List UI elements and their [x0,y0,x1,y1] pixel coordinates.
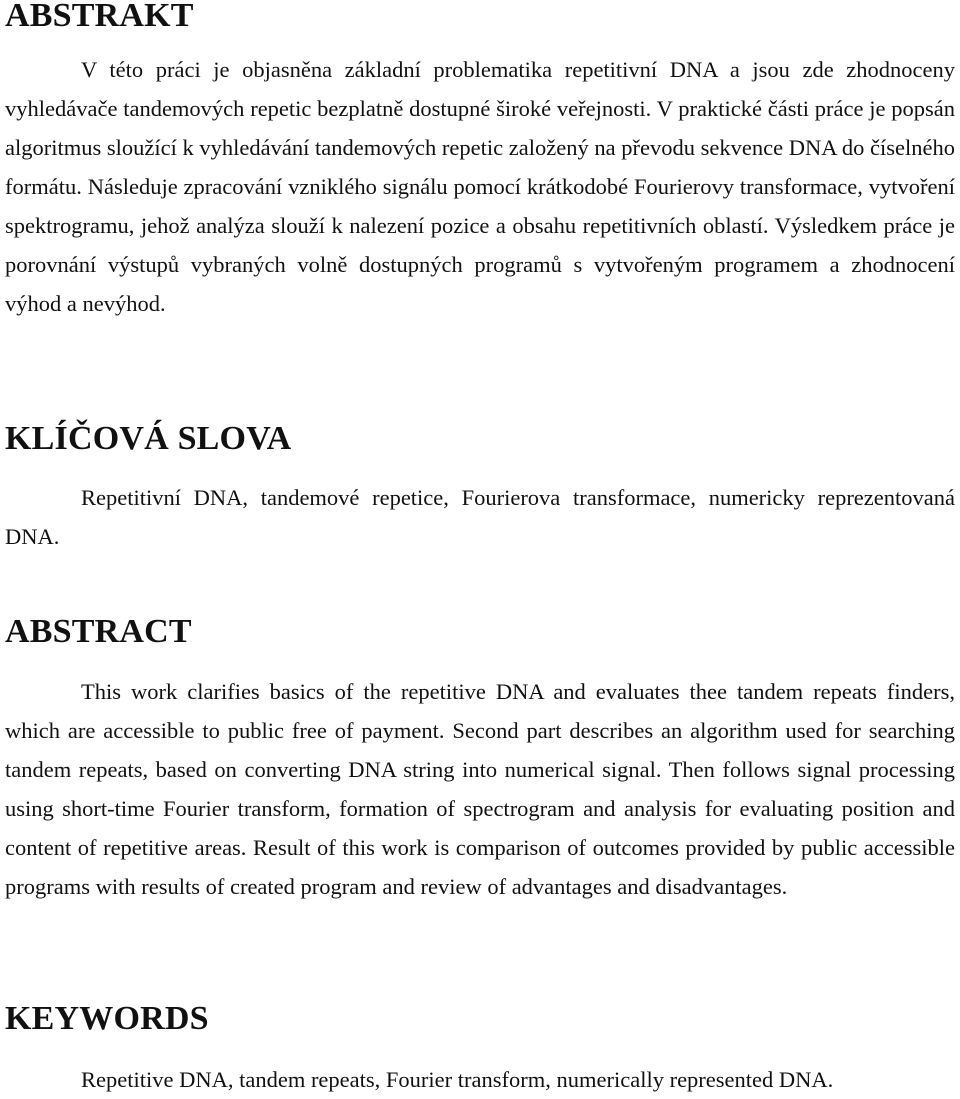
heading-abstract: ABSTRACT [5,613,192,650]
paragraph-klicova-slova: Repetitivní DNA, tandemové repetice, Fourierova transformace, numericky reprezentovaná DNA. [5,485,955,549]
heading-klicova-slova: KLÍČOVÁ SLOVA [5,420,292,457]
paragraph-keywords: Repetitive DNA, tandem repeats, Fourier transform, numerically represented DNA. [81,1067,834,1092]
paragraph-abstract: This work clarifies basics of the repetitive DNA and evaluates thee tandem repeats finders, which are accessible to public free of payment. Second part describes an algorithm used for searching tandem repeats, based on converting DNA string into numerical signal. Then follows signal processing using short-time Fourier transform, formation of spectrogram and analysis for evaluating position and content of repetitive areas. Result of this work is comparison of outcomes provided by public accessible programs with results of created program and review of advantages and disadvantages. [5,679,955,899]
heading-abstrakt: ABSTRAKT [5,0,194,34]
paragraph-abstrakt: V této práci je objasněna základní problematika repetitivní DNA a jsou zde zhodnoceny vyhledávače tandemových repetic bezplatně dostupné široké veřejnosti. V praktické části práce je popsán algoritmus sloužící k vyhledávání tandemových repetic založený na převodu sekvence DNA do číselného formátu. Následuje zpracování vzniklého signálu pomocí krátkodobé Fourierovy transformace, vytvoření spektrogramu, jehož analýza slouží k nalezení pozice a obsahu repetitivních oblastí. Výsledkem práce je porovnání výstupů vybraných volně dostupných programů s vytvořeným programem a zhodnocení výhod a nevýhod. [5,57,955,316]
heading-keywords: KEYWORDS [5,1000,209,1037]
